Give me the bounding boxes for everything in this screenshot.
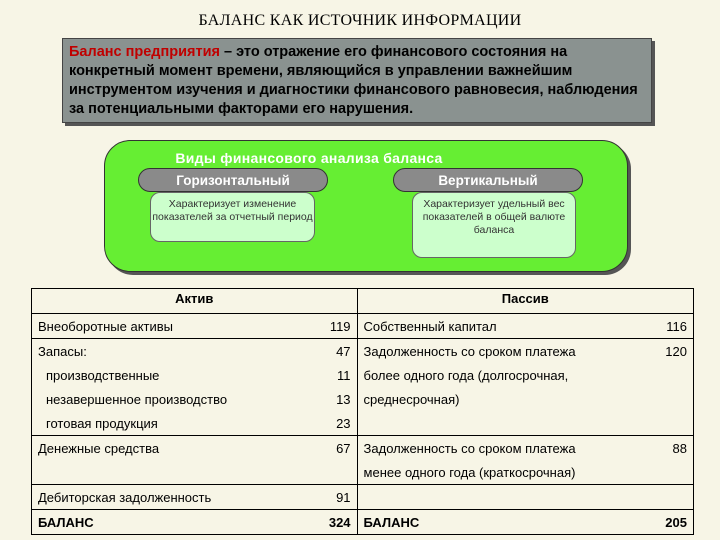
liability-total-label: БАЛАНС	[357, 510, 595, 535]
table-row	[32, 387, 694, 411]
liability-value	[595, 411, 694, 436]
table-row	[32, 314, 694, 339]
balance-header-row	[32, 289, 694, 314]
asset-label: Дебиторская задолженность	[32, 485, 280, 510]
liability-value: 88	[595, 436, 694, 461]
liability-label: Собственный капитал	[357, 314, 595, 339]
table-row	[32, 411, 694, 436]
liability-value	[595, 387, 694, 411]
balance-total-row	[32, 510, 694, 535]
liability-value: 120	[595, 339, 694, 364]
asset-total-value: 324	[279, 510, 357, 535]
asset-value: 91	[279, 485, 357, 510]
asset-label: Запасы:	[32, 339, 280, 364]
liability-label: менее одного года (краткосрочная)	[363, 464, 576, 480]
asset-label: готовая продукция	[32, 411, 280, 436]
liability-value	[595, 485, 694, 510]
asset-label: производственные	[32, 363, 280, 387]
table-row	[32, 363, 694, 387]
liability-label	[357, 485, 595, 510]
asset-value: 119	[279, 314, 357, 339]
liability-value	[595, 460, 694, 485]
analysis-title: Виды финансового анализа баланса	[175, 150, 443, 166]
asset-value: 13	[279, 387, 357, 411]
horizontal-analysis-label: Горизонтальный	[138, 168, 328, 192]
asset-value: 11	[279, 363, 357, 387]
liability-label: более одного года (долгосрочная,	[363, 367, 569, 383]
vertical-analysis-description: Характеризует удельный вес показателей в общей валюте баланса	[412, 192, 576, 258]
asset-value: 67	[279, 436, 357, 461]
liability-label	[357, 411, 595, 436]
asset-header: Актив	[32, 289, 358, 314]
liability-header: Пассив	[357, 289, 693, 314]
liability-value: 116	[595, 314, 694, 339]
table-row	[32, 485, 694, 510]
asset-value: 23	[279, 411, 357, 436]
definition-box	[62, 38, 652, 123]
asset-value	[279, 460, 357, 485]
asset-total-label: БАЛАНС	[32, 510, 280, 535]
asset-label: Внеоборотные активы	[32, 314, 280, 339]
asset-label: незавершенное производство	[32, 387, 280, 411]
table-row	[32, 436, 694, 461]
asset-label	[32, 460, 280, 485]
table-row	[32, 460, 694, 485]
page-title: БАЛАНС КАК ИСТОЧНИК ИНФОРМАЦИИ	[198, 12, 522, 29]
definition-text: – это отражение его финансового состояния на конкретный момент времени, являющийся в управлении важнейшим инструментом изучения и диагностики финансового равновесия, наблюдения за потенциальными факторами его нарушения.	[69, 44, 638, 117]
vertical-analysis-label: Вертикальный	[393, 168, 583, 192]
liability-label: Задолженность со сроком платежа	[357, 436, 595, 461]
liability-label: Задолженность со сроком платежа	[357, 339, 595, 364]
balance-table	[31, 288, 694, 535]
definition-term: Баланс предприятия	[69, 44, 220, 60]
liability-total-value: 205	[595, 510, 694, 535]
asset-label: Денежные средства	[32, 436, 280, 461]
table-row	[32, 339, 694, 364]
liability-label: среднесрочная)	[363, 391, 460, 407]
horizontal-analysis-description: Характеризует изменение показателей за отчетный период	[150, 192, 315, 242]
liability-value	[595, 363, 694, 387]
asset-value: 47	[279, 339, 357, 364]
